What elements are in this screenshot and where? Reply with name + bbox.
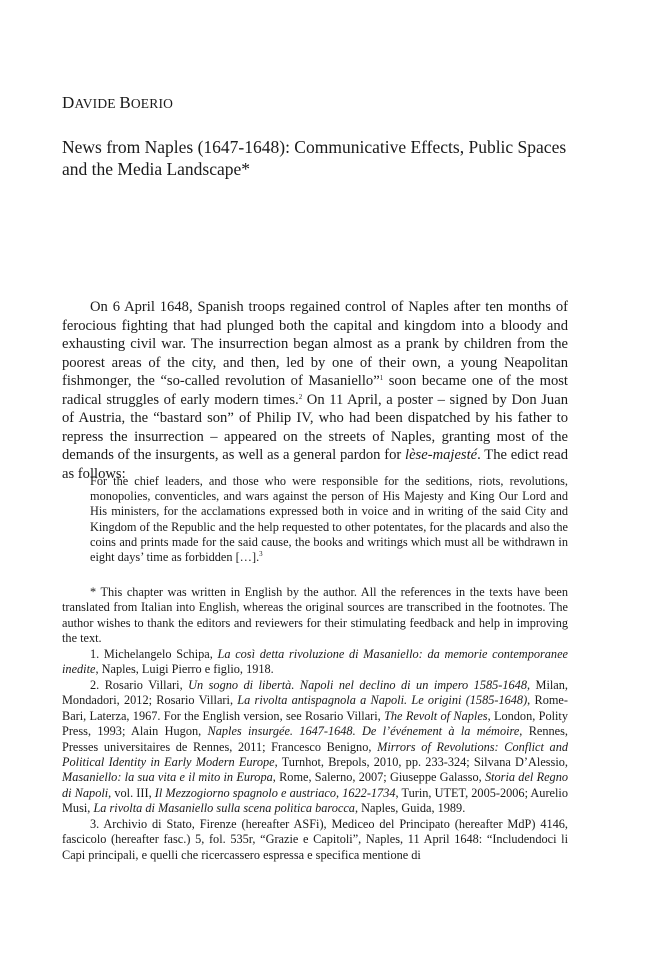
- italic-term: lèse-majesté: [405, 447, 478, 463]
- surname-rest: OERIO: [130, 96, 174, 111]
- footnote-title: Un sogno di libertà. Napoli nel declino di un impero 1585-1648: [188, 677, 527, 692]
- block-quote: [90, 474, 568, 565]
- body-text-part: soon became one of the most radical struggles of early modern times.: [62, 373, 568, 408]
- body-text: [62, 298, 568, 483]
- quote-text: For the chief leaders, and those who were responsible for the seditions, riots, revolutions, monopolies, conventicles, and wars against the person of His Majesty and King Our Lord and His ministers, for the acclamations expressed both in voice and in writing of the said City and Kingdom of the Republic and the help requested to other potentates, for the placards and also the coins and prints made for the said cause, the books and writings which must all be withdrawn in eight days’ time as forbidden […].: [90, 474, 568, 565]
- footnote-1: [62, 647, 568, 678]
- footnote-title: Masaniello: la sua vita e il mito in Europa: [62, 770, 273, 785]
- footnote-text: 2. Rosario Villari,: [90, 677, 189, 692]
- footnote-title: Il Mezzogiorno spagnolo e austriaco, 1622-1734: [154, 785, 396, 800]
- footnote-3: 3. Archivio di Stato, Firenze (hereafter ASFi), Mediceo del Principato (hereafter MdP) 4146, fascicolo (hereafter fasc.) 5, fol. 535r, “Grazie e Capitoli”, Naples, 11 April 1648: “Includendoci li Capi principali, e quelli che ricercassero espressa e specifica mentione di: [62, 816, 568, 862]
- footnote-title: Mirrors of Revolutions: Conflict and Political Identity in Early Modern Europe: [62, 739, 569, 769]
- footnote-title: La così detta rivoluzione di Masaniello: da memorie contemporanee inedite: [62, 646, 568, 677]
- footnote-text: , London, Polity Press, 1993; Alain Hugon,: [62, 708, 568, 739]
- chapter-title: News from Naples (1647-1648): Communicative Effects, Public Spaces and the Media Landscape*: [62, 137, 567, 179]
- author-rest: AVIDE: [74, 96, 120, 111]
- author-initial: D: [62, 93, 75, 112]
- footnote-2: [62, 678, 568, 817]
- surname-initial: B: [119, 93, 131, 112]
- quote-paragraph: [90, 474, 568, 565]
- footnote-title: Naples insurgée. 1647-1648. De l’événement à la mémoire: [207, 724, 520, 739]
- footnote-text: , Turin, UTET, 2005-2006; Aurelio Musi,: [62, 785, 568, 816]
- footnote-text: , Naples, Guida, 1989.: [354, 801, 466, 816]
- footnote-title: La rivolta antispagnola a Napoli. Le origini (1585-1648): [237, 693, 528, 708]
- footnote-text: 1. Michelangelo Schipa,: [90, 646, 218, 661]
- body-text-part: On 6 April 1648, Spanish troops regained control of Naples after ten months of ferocious fighting that had plunged both the capital and kingdom into a bloody and exhausting civil war. The insurrection began almost as a prank by children from the poorest areas of the city, and then, led by one of their own, a young Neapolitan fishmonger, the “so-called revolution of Masaniello”: [62, 299, 568, 389]
- body-paragraph: [62, 298, 568, 483]
- footnote-text: , Rennes, Presses universitaires de Rennes, 2011; Francesco Benigno,: [62, 724, 568, 754]
- footnote-ref-1[interactable]: 1: [379, 374, 384, 382]
- footnote-text: , vol. III,: [108, 785, 155, 800]
- body-text-part: . The edict read as follows:: [62, 447, 568, 482]
- footnotes: [62, 585, 568, 863]
- footnote-ref-3[interactable]: 3: [259, 550, 263, 559]
- footnote-text: , Turnhot, Brepols, 2010, pp. 233-324; Silvana D’Alessio,: [274, 754, 568, 769]
- footnote-text: , Milan, Mondadori, 2012; Rosario Villari,: [62, 677, 568, 708]
- body-text-part: On 11 April, a poster – signed by Don Juan of Austria, the “bastard son” of Philip IV, who had been dispatched by his father to repress the insurrection – appeared on the streets of Naples, granting most of the demands of the insurgents, as well as a general pardon for: [62, 391, 568, 463]
- footnote-text: , Rome-Bari, Laterza, 1967. For the English version, see Rosario Villari,: [62, 693, 568, 723]
- footnote-title: Storia del Regno di Napoli: [62, 770, 568, 800]
- footnote-text: , Naples, Luigi Pierro e figlio, 1918.: [95, 662, 274, 677]
- footnote-ref-2[interactable]: 2: [298, 392, 303, 401]
- footnote-title: The Revolt of Naples: [384, 708, 488, 723]
- footnote-star: * This chapter was written in English by the author. All the references in the texts have been translated from Italian into English, whereas the original sources are transcribed in the footnotes. The author wishes to thank the editors and reviewers for their stimulating feedback and help in improving the text.: [62, 585, 568, 646]
- footnote-title: La rivolta di Masaniello sulla scena politica barocca: [93, 801, 355, 816]
- author-name: [62, 93, 173, 113]
- footnote-text: , Rome, Salerno, 2007; Giuseppe Galasso,: [272, 770, 485, 785]
